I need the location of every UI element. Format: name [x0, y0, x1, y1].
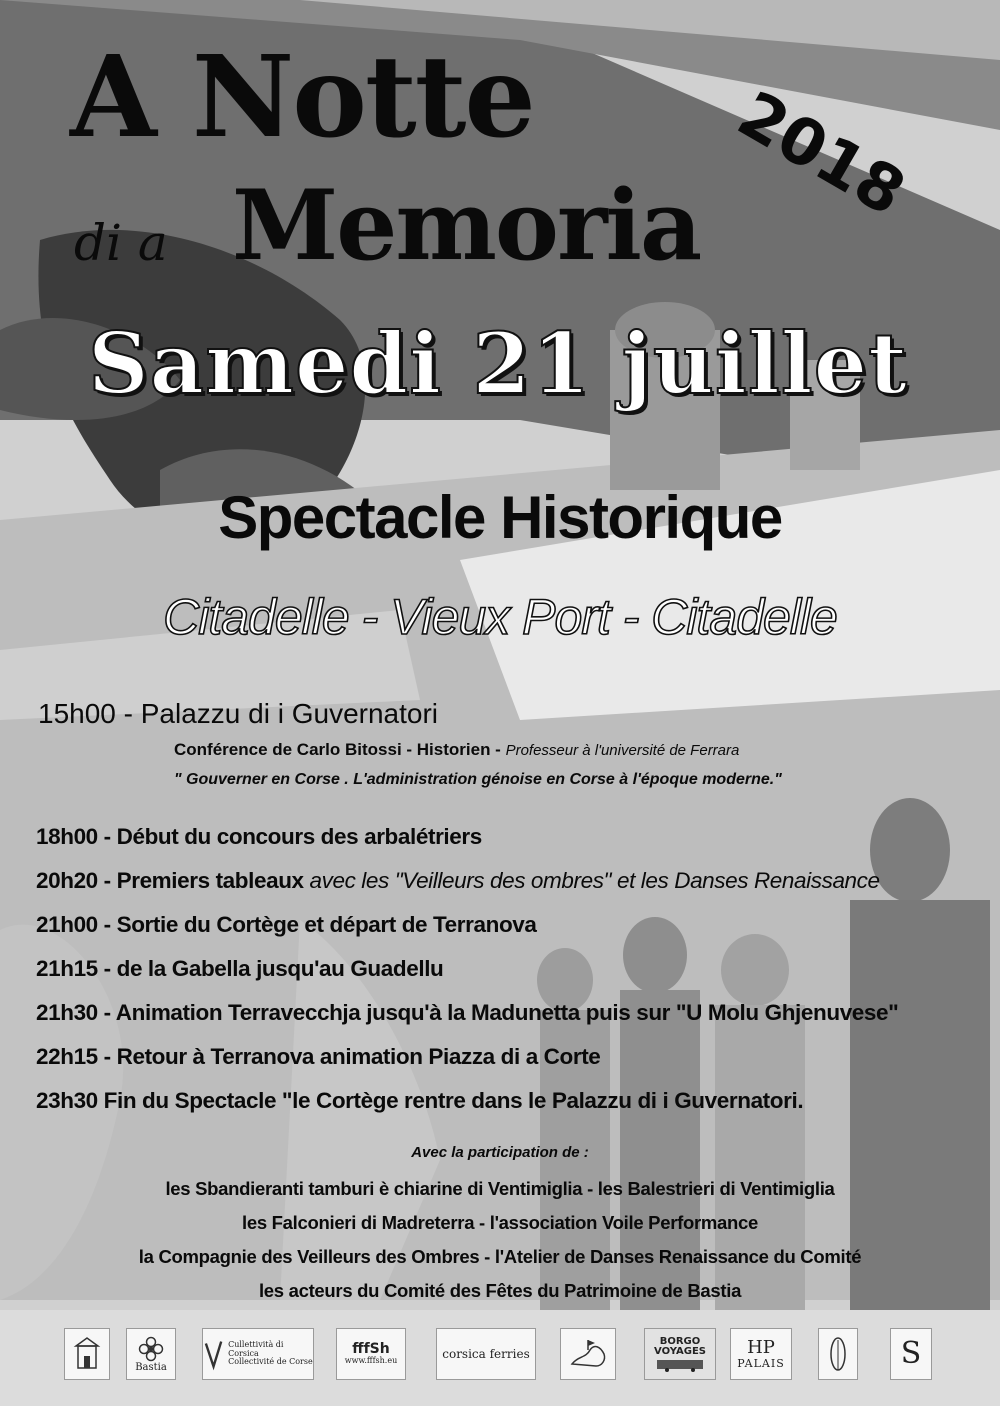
bus-icon [655, 1358, 705, 1372]
schedule-time: 21h00 [36, 912, 98, 937]
bastia-logo [126, 1328, 176, 1380]
schedule-row [36, 1002, 898, 1025]
schedule-text: - Sortie du Cortège et départ de Terranova [97, 912, 537, 937]
conference-speaker: Conférence de Carlo Bitossi - Historien - [174, 740, 506, 759]
schedule-row [36, 870, 880, 893]
palais-label: PALAIS [737, 1356, 785, 1370]
title-a-notte: A Notte [70, 32, 534, 163]
schedule-time: 22h15 [36, 1044, 98, 1069]
fffsh-label: fffSh [352, 1341, 390, 1358]
schedule-text: - Animation Terravecchja jusqu'à la Madunetta puis sur "U Molu Ghjenuvese" [97, 1000, 899, 1025]
schedule-row [36, 1046, 600, 1069]
schedule-text: - de la Gabella jusqu'au Guadellu [97, 956, 444, 981]
schedule-time: 23h30 [36, 1088, 98, 1113]
title-year: 2018 [725, 77, 917, 231]
conference-role: Professeur à l'université de Ferrara [505, 742, 740, 759]
tower-icon [72, 1336, 102, 1372]
title-di-a: di a [74, 214, 168, 272]
palais-mark: HP [747, 1336, 775, 1358]
schedule-time: 18h00 [36, 824, 98, 849]
bastia-label: Bastia [135, 1361, 167, 1373]
island-logo [560, 1328, 616, 1380]
fffsh-logo [336, 1328, 406, 1380]
schedule-time: 21h30 [36, 1000, 98, 1025]
program-conference [174, 741, 739, 758]
corsica-ferries-label: corsica ferries [442, 1346, 530, 1361]
collectivite-line2: Collectivité de Corse [228, 1357, 313, 1367]
island-icon [568, 1336, 608, 1372]
schedule-text: - Début du concours des arbalétriers [97, 824, 482, 849]
collectivite-line1: Cullettività di Corsica [228, 1340, 284, 1358]
schedule-text: - Retour à Terranova animation Piazza di a Corte [97, 1044, 601, 1069]
borgo-voyages-logo [644, 1328, 716, 1380]
schedule-text: - Premiers tableaux [97, 868, 310, 893]
schedule-row [36, 826, 482, 849]
checkmark-icon [203, 1337, 224, 1371]
schedule-row [36, 958, 443, 981]
schedule-time: 20h20 [36, 868, 98, 893]
conference-title: " Gouverner en Corse . L'administration génoise en Corse à l'époque moderne." [174, 771, 782, 788]
s-logo [890, 1328, 932, 1380]
program-first-heading [38, 700, 438, 728]
schedule-text-italic: avec les "Veilleurs des ombres" et les Danses Renaissance [309, 868, 880, 893]
comite-fetes-logo [64, 1328, 110, 1380]
title-memoria: Memoria [232, 169, 701, 282]
participation-line: les Sbandieranti tamburi è chiarine di Ventimiglia - les Balestrieri di Ventimiglia [165, 1178, 835, 1199]
program-first-time: 15h00 [38, 698, 116, 729]
program-first-place: - Palazzu di i Guvernatori [115, 698, 439, 729]
voyages-label: VOYAGES [654, 1346, 706, 1357]
flower-icon [137, 1335, 165, 1363]
event-route: Citadelle - Vieux Port - Citadelle [163, 589, 837, 645]
leaf-logo [818, 1328, 858, 1380]
participation-heading: Avec la participation de : [411, 1144, 589, 1161]
event-subtitle: Spectacle Historique [218, 484, 782, 551]
participation-line: les Falconieri di Madreterra - l'association Voile Performance [242, 1212, 758, 1233]
fffsh-url: www.fffsh.eu [344, 1356, 398, 1366]
schedule-text: Fin du Spectacle "le Cortège rentre dans le Palazzu di i Guvernatori. [97, 1088, 804, 1113]
participation-line: la Compagnie des Veilleurs des Ombres - l'Atelier de Danses Renaissance du Comité [138, 1246, 862, 1267]
leaf-icon [828, 1334, 848, 1374]
schedule-time: 21h15 [36, 956, 98, 981]
s-mark: S [900, 1336, 922, 1372]
collectivite-text [228, 1341, 313, 1366]
schedule-row [36, 1090, 803, 1113]
borgo-label: BORGO [659, 1335, 701, 1347]
schedule-row [36, 914, 537, 937]
corsica-ferries-logo [436, 1328, 536, 1380]
palais-logo [730, 1328, 792, 1380]
event-date: Samedi 21 juillet [88, 314, 908, 413]
participation-line: les acteurs du Comité des Fêtes du Patrimoine de Bastia [258, 1280, 742, 1301]
collectivite-corse-logo [202, 1328, 314, 1380]
